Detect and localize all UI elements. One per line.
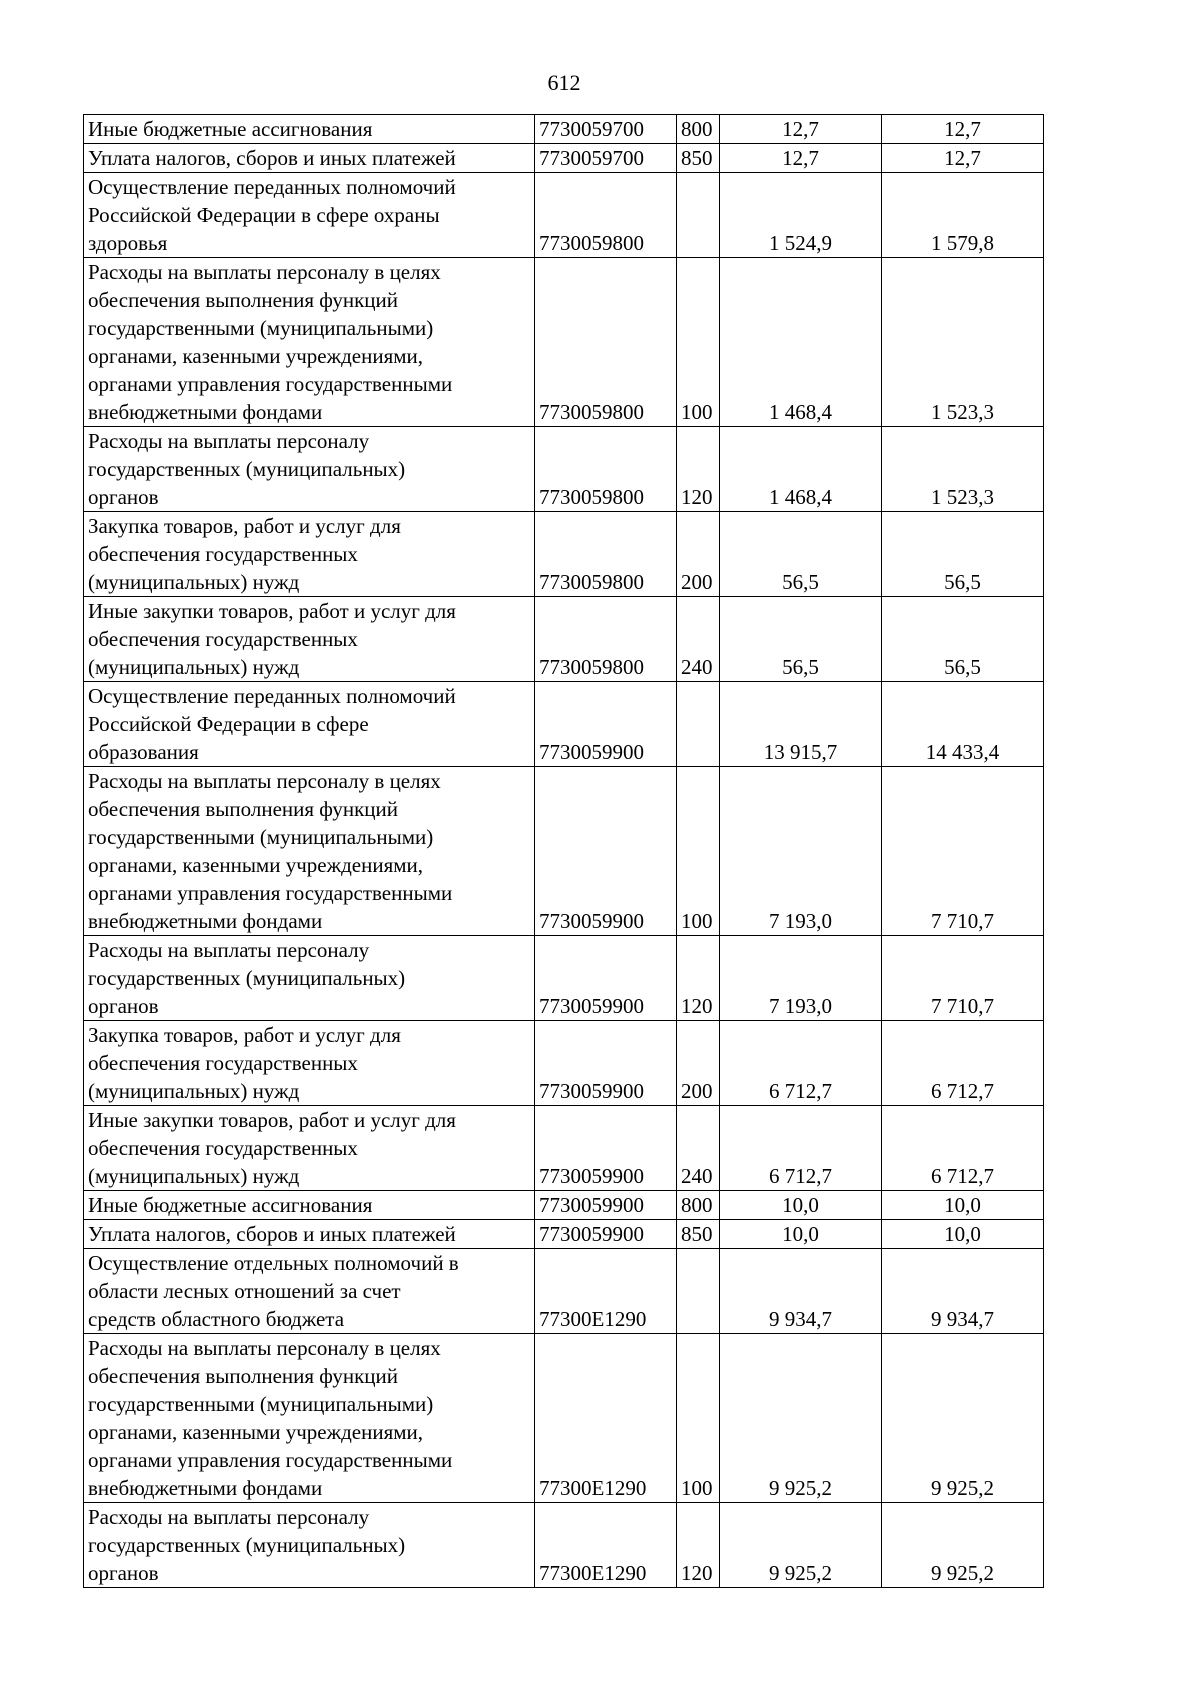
table-row <box>84 427 1044 512</box>
target-article-code-cell: 7730059900 <box>535 1220 677 1249</box>
table-row <box>84 767 1044 936</box>
expense-type-code-cell: 850 <box>677 144 720 173</box>
target-article-code-cell: 7730059800 <box>535 258 677 427</box>
target-article-code-cell: 7730059900 <box>535 1191 677 1220</box>
amount-year-1-cell: 13 915,7 <box>720 682 882 767</box>
table-row <box>84 512 1044 597</box>
expense-name-cell: Расходы на выплаты персоналу в целях обеспечения выполнения функций государственными (муниципальными) органами, казенными учреждениями, органами управления государственными внебюджетными фондами <box>84 1334 535 1503</box>
amount-year-1-cell: 10,0 <box>720 1220 882 1249</box>
expense-type-code-cell <box>677 173 720 258</box>
amount-year-2-cell: 6 712,7 <box>882 1106 1044 1191</box>
expense-type-code-cell <box>677 1249 720 1334</box>
target-article-code-cell: 7730059800 <box>535 512 677 597</box>
target-article-code-cell: 7730059800 <box>535 173 677 258</box>
table-row <box>84 1220 1044 1249</box>
amount-year-2-cell: 9 925,2 <box>882 1334 1044 1503</box>
expense-name-cell: Осуществление отдельных полномочий в области лесных отношений за счет средств областного бюджета <box>84 1249 535 1334</box>
amount-year-1-cell: 7 193,0 <box>720 936 882 1021</box>
table-row <box>84 144 1044 173</box>
amount-year-1-cell: 1 524,9 <box>720 173 882 258</box>
expense-type-code-cell: 120 <box>677 1503 720 1588</box>
expense-type-code-cell: 800 <box>677 1191 720 1220</box>
target-article-code-cell: 7730059800 <box>535 597 677 682</box>
target-article-code-cell: 77300E1290 <box>535 1249 677 1334</box>
table-row <box>84 1106 1044 1191</box>
amount-year-1-cell: 9 925,2 <box>720 1503 882 1588</box>
target-article-code-cell: 7730059700 <box>535 115 677 144</box>
expense-name-cell: Осуществление переданных полномочий Российской Федерации в сфере образования <box>84 682 535 767</box>
table-row <box>84 258 1044 427</box>
expense-type-code-cell: 800 <box>677 115 720 144</box>
expense-name-cell: Осуществление переданных полномочий Российской Федерации в сфере охраны здоровья <box>84 173 535 258</box>
expense-name-cell: Расходы на выплаты персоналу в целях обеспечения выполнения функций государственными (муниципальными) органами, казенными учреждениями, органами управления государственными внебюджетными фондами <box>84 767 535 936</box>
amount-year-2-cell: 56,5 <box>882 597 1044 682</box>
amount-year-1-cell: 1 468,4 <box>720 258 882 427</box>
expense-name-cell: Закупка товаров, работ и услуг для обеспечения государственных (муниципальных) нужд <box>84 512 535 597</box>
page-number: 612 <box>547 70 581 95</box>
target-article-code-cell: 7730059900 <box>535 767 677 936</box>
table-row <box>84 1334 1044 1503</box>
target-article-code-cell: 7730059700 <box>535 144 677 173</box>
amount-year-1-cell: 56,5 <box>720 512 882 597</box>
expense-type-code-cell: 120 <box>677 936 720 1021</box>
amount-year-2-cell: 9 934,7 <box>882 1249 1044 1334</box>
amount-year-2-cell: 1 523,3 <box>882 427 1044 512</box>
expense-name-cell: Расходы на выплаты персоналу государственных (муниципальных) органов <box>84 936 535 1021</box>
target-article-code-cell: 7730059800 <box>535 427 677 512</box>
expense-type-code-cell: 240 <box>677 597 720 682</box>
amount-year-2-cell: 7 710,7 <box>882 767 1044 936</box>
table-row <box>84 1249 1044 1334</box>
amount-year-2-cell: 7 710,7 <box>882 936 1044 1021</box>
table-row <box>84 597 1044 682</box>
amount-year-2-cell: 1 579,8 <box>882 173 1044 258</box>
amount-year-2-cell: 9 925,2 <box>882 1503 1044 1588</box>
amount-year-2-cell: 10,0 <box>882 1220 1044 1249</box>
expense-type-code-cell: 100 <box>677 767 720 936</box>
expense-name-cell: Иные бюджетные ассигнования <box>84 1191 535 1220</box>
expense-name-cell: Иные бюджетные ассигнования <box>84 115 535 144</box>
expense-name-cell: Закупка товаров, работ и услуг для обеспечения государственных (муниципальных) нужд <box>84 1021 535 1106</box>
budget-table <box>83 114 1044 1588</box>
expense-type-code-cell: 200 <box>677 512 720 597</box>
expense-type-code-cell: 200 <box>677 1021 720 1106</box>
amount-year-1-cell: 1 468,4 <box>720 427 882 512</box>
amount-year-1-cell: 10,0 <box>720 1191 882 1220</box>
target-article-code-cell: 7730059900 <box>535 682 677 767</box>
table-row <box>84 936 1044 1021</box>
amount-year-1-cell: 9 934,7 <box>720 1249 882 1334</box>
amount-year-2-cell: 56,5 <box>882 512 1044 597</box>
expense-name-cell: Уплата налогов, сборов и иных платежей <box>84 1220 535 1249</box>
table-row <box>84 1503 1044 1588</box>
expense-name-cell: Уплата налогов, сборов и иных платежей <box>84 144 535 173</box>
target-article-code-cell: 7730059900 <box>535 1106 677 1191</box>
amount-year-1-cell: 12,7 <box>720 115 882 144</box>
table-row <box>84 173 1044 258</box>
target-article-code-cell: 7730059900 <box>535 936 677 1021</box>
amount-year-2-cell: 1 523,3 <box>882 258 1044 427</box>
amount-year-1-cell: 9 925,2 <box>720 1334 882 1503</box>
amount-year-2-cell: 6 712,7 <box>882 1021 1044 1106</box>
expense-name-cell: Иные закупки товаров, работ и услуг для обеспечения государственных (муниципальных) нужд <box>84 1106 535 1191</box>
target-article-code-cell: 7730059900 <box>535 1021 677 1106</box>
expense-type-code-cell: 100 <box>677 1334 720 1503</box>
expense-name-cell: Расходы на выплаты персоналу государственных (муниципальных) органов <box>84 1503 535 1588</box>
expense-type-code-cell: 120 <box>677 427 720 512</box>
amount-year-1-cell: 6 712,7 <box>720 1021 882 1106</box>
amount-year-2-cell: 12,7 <box>882 144 1044 173</box>
expense-name-cell: Расходы на выплаты персоналу государственных (муниципальных) органов <box>84 427 535 512</box>
expense-type-code-cell: 850 <box>677 1220 720 1249</box>
table-row <box>84 1191 1044 1220</box>
expense-type-code-cell: 100 <box>677 258 720 427</box>
table-row <box>84 115 1044 144</box>
amount-year-2-cell: 10,0 <box>882 1191 1044 1220</box>
amount-year-2-cell: 12,7 <box>882 115 1044 144</box>
amount-year-1-cell: 6 712,7 <box>720 1106 882 1191</box>
expense-type-code-cell <box>677 682 720 767</box>
budget-table-body <box>84 115 1044 1588</box>
amount-year-1-cell: 56,5 <box>720 597 882 682</box>
expense-name-cell: Иные закупки товаров, работ и услуг для обеспечения государственных (муниципальных) нужд <box>84 597 535 682</box>
amount-year-1-cell: 12,7 <box>720 144 882 173</box>
table-row <box>84 682 1044 767</box>
expense-type-code-cell: 240 <box>677 1106 720 1191</box>
expense-name-cell: Расходы на выплаты персоналу в целях обеспечения выполнения функций государственными (муниципальными) органами, казенными учреждениями, органами управления государственными внебюджетными фондами <box>84 258 535 427</box>
target-article-code-cell: 77300E1290 <box>535 1334 677 1503</box>
table-row <box>84 1021 1044 1106</box>
amount-year-1-cell: 7 193,0 <box>720 767 882 936</box>
target-article-code-cell: 77300E1290 <box>535 1503 677 1588</box>
amount-year-2-cell: 14 433,4 <box>882 682 1044 767</box>
